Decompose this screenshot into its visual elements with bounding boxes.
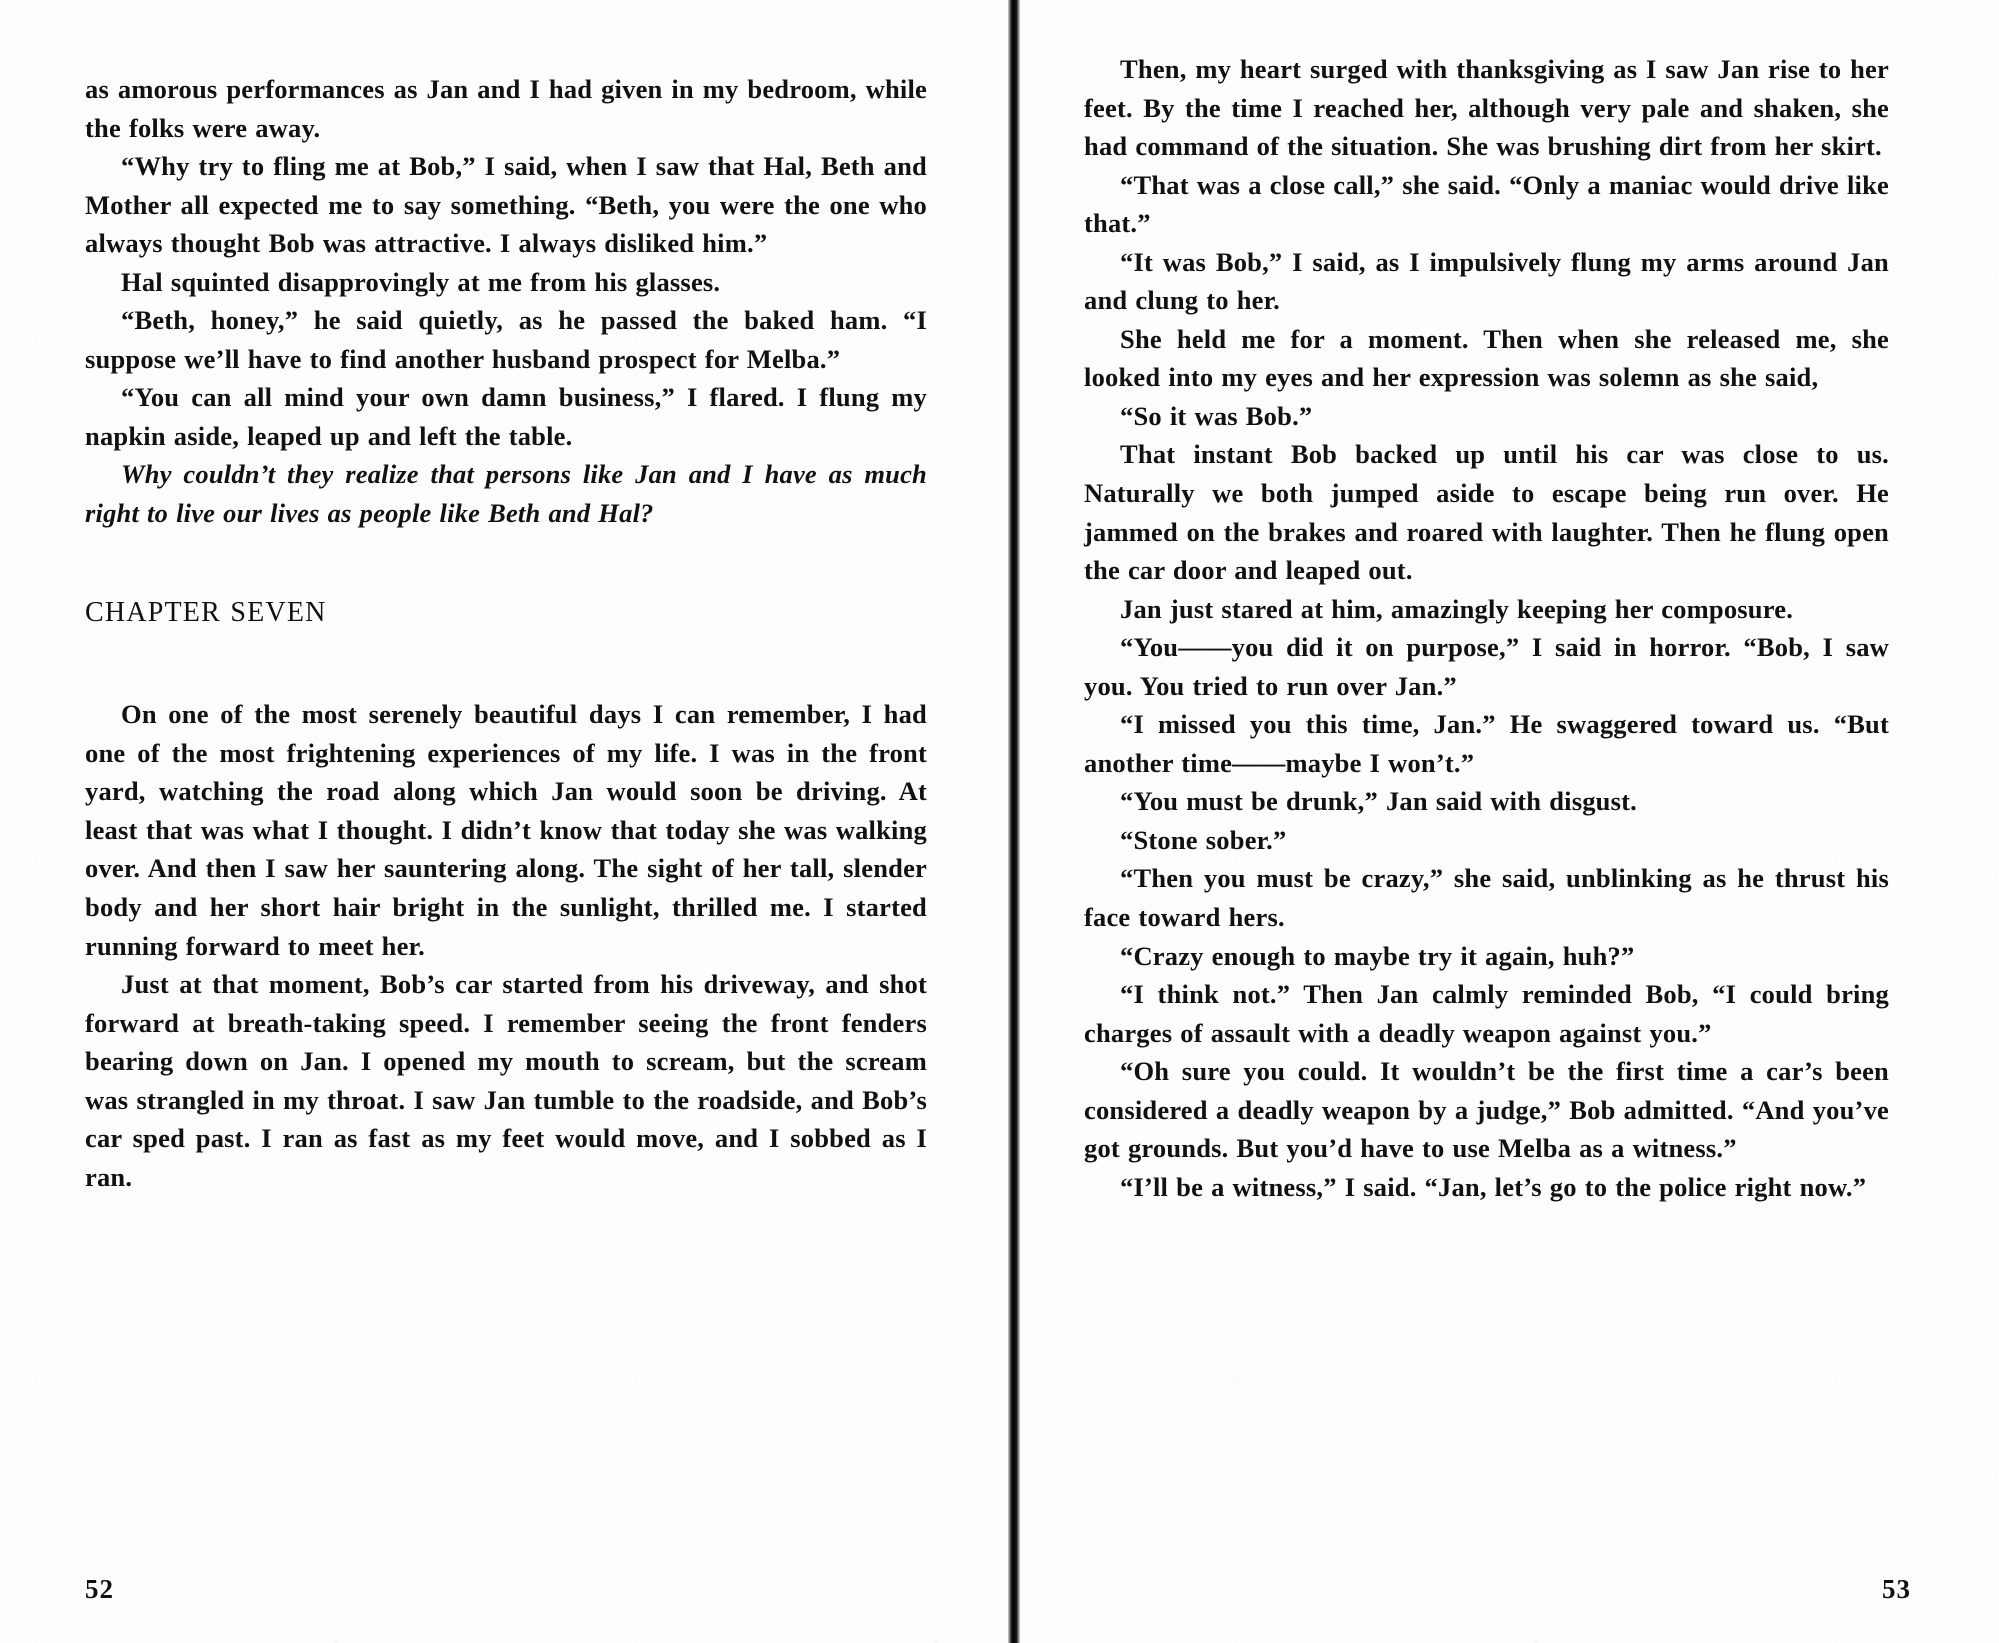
left-page-text-column: [85, 70, 927, 1196]
paragraph: Then, my heart surged with thanksgiving as I saw Jan rise to her feet. By the time I reached her, although very pale and shaken, she had command of the situation. She was brushing dirt from her skirt.: [1084, 54, 1889, 162]
page-number-right: 53: [1882, 1574, 1911, 1604]
paragraph: She held me for a moment. Then when she released me, she looked into my eyes and her expression was solemn as she said,: [1084, 323, 1889, 393]
paragraph: That instant Bob backed up until his car was close to us. Naturally we both jumped aside to escape being run over. He jammed on the brakes and roared with laughter. Then he flung open the car door and leaped out.: [1084, 439, 1889, 586]
paragraph: “Stone sober.”: [1120, 824, 1287, 855]
paragraph: “It was Bob,” I said, as I impulsively flung my arms around Jan and clung to her.: [1084, 246, 1889, 316]
paragraph: “Crazy enough to maybe try it again, huh?”: [1120, 940, 1635, 971]
right-page-text-column: [1084, 50, 1889, 1206]
paragraph: “You——you did it on purpose,” I said in horror. “Bob, I saw you. You tried to run over Jan.”: [1084, 632, 1889, 701]
paragraph: “I think not.” Then Jan calmly reminded Bob, “I could bring charges of assault with a deadly weapon against you.”: [1084, 979, 1889, 1048]
paragraph: as amorous performances as Jan and I had given in my bedroom, while the folks were away.: [85, 74, 927, 143]
paragraph: “Why try to fling me at Bob,” I said, when I saw that Hal, Beth and Mother all expected me to say something. “Beth, you were the one who always thought Bob was attractive. I always disliked him.”: [85, 151, 927, 259]
paragraph: “That was a close call,” she said. “Only a maniac would drive like that.”: [1084, 169, 1889, 239]
paragraph: On one of the most serenely beautiful days I can remember, I had one of the most frightening experiences of my life. I was in the front yard, watching the road along which Jan would soon be driving. At least that was what I thought. I didn’t know that today she was walking over. And then I saw her sauntering along. The sight of her tall, slender body and her short hair bright in the sunlight, thrilled me. I started running forward to meet her.: [85, 699, 927, 961]
paragraph: “You must be drunk,” Jan said with disgust.: [1120, 786, 1637, 817]
paragraph: “So it was Bob.”: [1120, 400, 1313, 431]
paragraph: Jan just stared at him, amazingly keeping her composure.: [1120, 593, 1794, 624]
paragraph: “I’ll be a witness,” I said. “Jan, let’s go to the police right now.”: [1120, 1171, 1867, 1202]
page-number-left: 52: [85, 1574, 114, 1604]
book-gutter: [1008, 0, 1020, 1643]
right-page: [1012, 0, 1999, 1643]
italic-paragraph: Why couldn’t they realize that persons like Jan and I have as much right to live our lives as people like Beth and Hal?: [85, 459, 927, 529]
paragraph: “I missed you this time, Jan.” He swaggered toward us. “But another time——maybe I won’t.”: [1084, 709, 1889, 778]
paragraph: Hal squinted disapprovingly at me from his glasses.: [121, 266, 721, 297]
paragraph: Just at that moment, Bob’s car started from his driveway, and shot forward at breath-taking speed. I remember seeing the front fenders bearing down on Jan. I opened my mouth to scream, but the scream was strangled in my throat. I saw Jan tumble to the roadside, and Bob’s car sped past. I ran as fast as my feet would move, and I sobbed as I ran.: [85, 969, 927, 1192]
paragraph: “You can all mind your own damn business,” I flared. I flung my napkin aside, leaped up and left the table.: [85, 382, 927, 451]
paragraph: “Beth, honey,” he said quietly, as he passed the baked ham. “I suppose we’ll have to find another husband prospect for Melba.”: [85, 305, 927, 374]
paragraph: “Then you must be crazy,” she said, unblinking as he thrust his face toward hers.: [1084, 863, 1889, 933]
paragraph: “Oh sure you could. It wouldn’t be the first time a car’s been considered a deadly weapon by a judge,” Bob admitted. “And you’ve got grounds. But you’d have to use Melba as a witness.”: [1084, 1056, 1889, 1164]
chapter-heading: CHAPTER SEVEN: [85, 596, 327, 628]
